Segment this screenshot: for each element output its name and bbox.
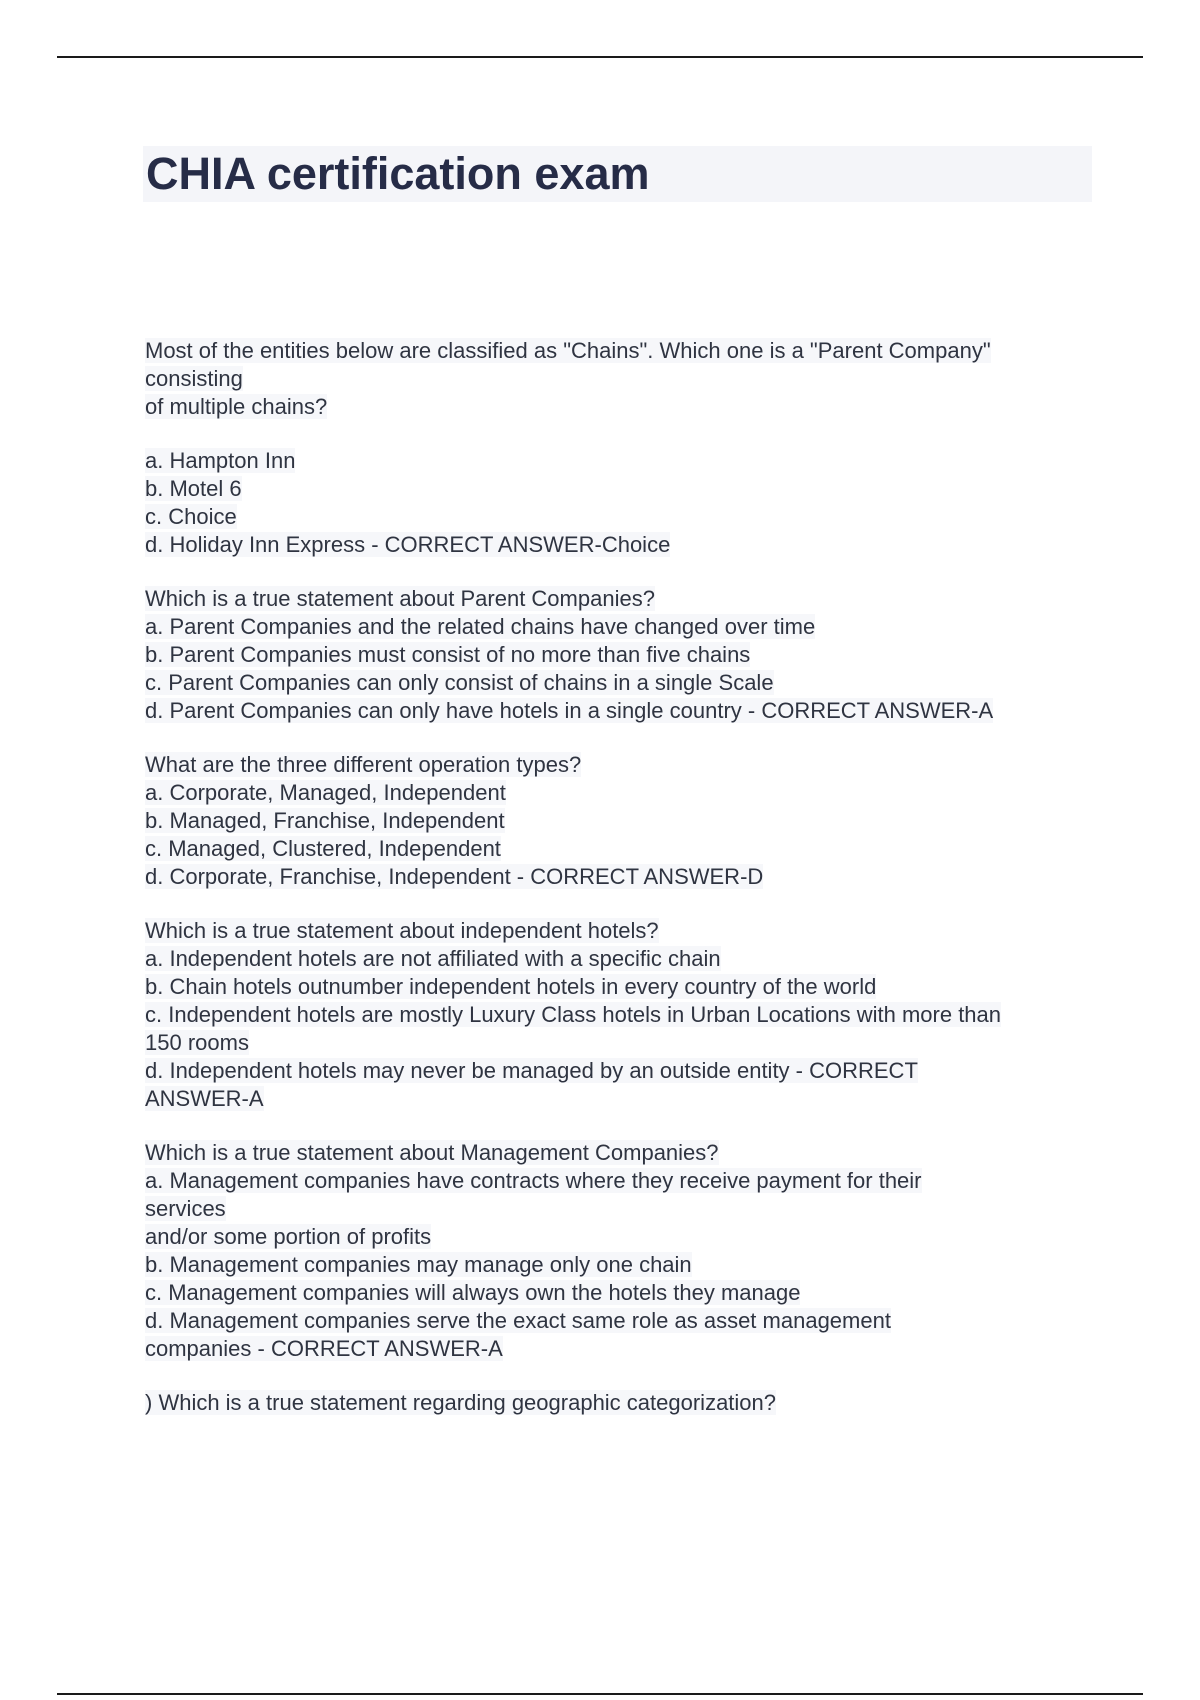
question-6 xyxy=(145,1389,1095,1417)
answer-option: and/or some portion of profits xyxy=(145,1224,432,1249)
document-title: CHIA certification exam xyxy=(146,148,650,199)
answer-option: d. Parent Companies can only have hotels in a single country - CORRECT ANSWER-A xyxy=(145,698,994,723)
answer-option: b. Management companies may manage only one chain xyxy=(145,1252,692,1277)
answer-option: c. Choice xyxy=(145,504,237,529)
text-line: Which is a true statement about Parent Companies? xyxy=(145,586,655,611)
document-body xyxy=(145,337,1095,1443)
answer-option: d. Independent hotels may never be managed by an outside entity - CORRECT xyxy=(145,1058,918,1083)
answer-option: d. Holiday Inn Express - CORRECT ANSWER-Choice xyxy=(145,532,671,557)
text-line: of multiple chains? xyxy=(145,394,328,419)
text-line: Which is a true statement about Management Companies? xyxy=(145,1140,719,1165)
answer-option: 150 rooms xyxy=(145,1030,249,1055)
bottom-rule xyxy=(57,1693,1143,1695)
text-line: What are the three different operation types? xyxy=(145,752,582,777)
text-line: consisting xyxy=(145,366,243,391)
answer-option: a. Hampton Inn xyxy=(145,448,296,473)
question-5 xyxy=(145,1139,1095,1363)
question-3 xyxy=(145,751,1095,891)
answer-option: b. Motel 6 xyxy=(145,476,242,501)
text-line: Which is a true statement about independent hotels? xyxy=(145,918,659,943)
answer-option: b. Managed, Franchise, Independent xyxy=(145,808,505,833)
answer-option: a. Management companies have contracts where they receive payment for their xyxy=(145,1168,922,1193)
answer-option: b. Chain hotels outnumber independent hotels in every country of the world xyxy=(145,974,877,999)
question-1 xyxy=(145,337,1095,559)
answer-option: c. Management companies will always own the hotels they manage xyxy=(145,1280,801,1305)
answer-option: c. Parent Companies can only consist of chains in a single Scale xyxy=(145,670,774,695)
answer-option: a. Parent Companies and the related chains have changed over time xyxy=(145,614,816,639)
question-4 xyxy=(145,917,1095,1113)
answer-option: a. Corporate, Managed, Independent xyxy=(145,780,506,805)
answer-option: d. Corporate, Franchise, Independent - CORRECT ANSWER-D xyxy=(145,864,764,889)
answer-option: d. Management companies serve the exact same role as asset management xyxy=(145,1308,891,1333)
answer-option: ANSWER-A xyxy=(145,1086,264,1111)
top-rule xyxy=(57,56,1143,58)
answer-option: a. Independent hotels are not affiliated with a specific chain xyxy=(145,946,721,971)
answer-option: c. Independent hotels are mostly Luxury Class hotels in Urban Locations with more than xyxy=(145,1002,1002,1027)
answer-option: companies - CORRECT ANSWER-A xyxy=(145,1336,503,1361)
text-line: ) Which is a true statement regarding geographic categorization? xyxy=(145,1390,777,1415)
text-line: Most of the entities below are classified as "Chains". Which one is a "Parent Company" xyxy=(145,338,991,363)
answer-option: b. Parent Companies must consist of no more than five chains xyxy=(145,642,751,667)
answer-option: c. Managed, Clustered, Independent xyxy=(145,836,501,861)
question-2 xyxy=(145,585,1095,725)
answer-option: services xyxy=(145,1196,226,1221)
